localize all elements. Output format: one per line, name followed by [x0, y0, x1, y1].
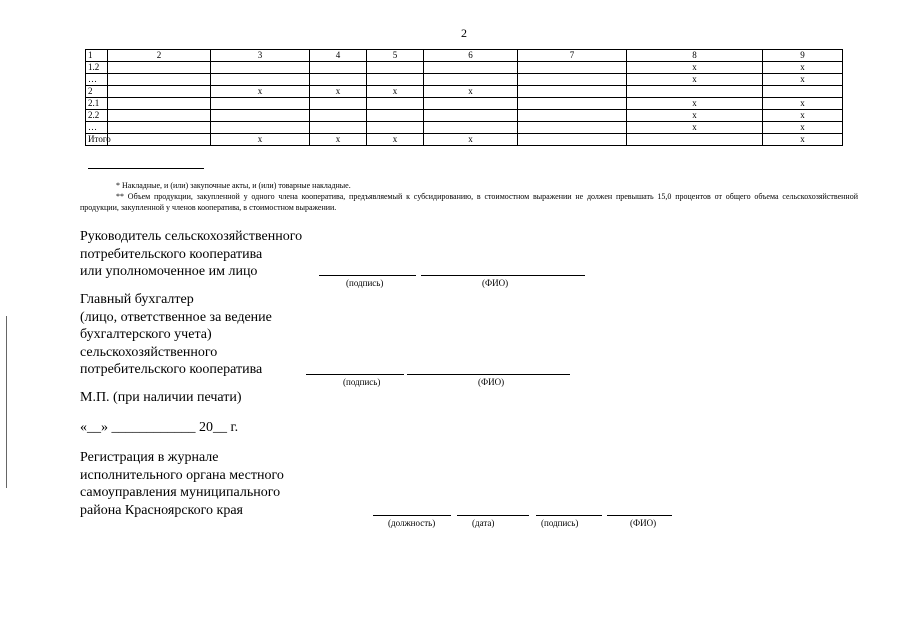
registration-label-line: исполнительного органа местного [80, 467, 284, 483]
table-row [86, 122, 843, 134]
table-cell: x [627, 110, 763, 122]
registration-signature-caption: (подпись) [541, 518, 579, 528]
table-cell: x [211, 86, 310, 98]
table-cell: x [424, 86, 518, 98]
table-cell: x [367, 86, 424, 98]
table-cell: x [763, 98, 843, 110]
accountant-label-line: сельскохозяйственного [80, 344, 218, 360]
table-cell [627, 86, 763, 98]
table-cell [211, 122, 310, 134]
table-cell: 5 [367, 50, 424, 62]
table-cell [424, 74, 518, 86]
head-label-line: потребительского кооператива [80, 246, 263, 262]
page-number: 2 [461, 26, 467, 40]
table-row [86, 110, 843, 122]
registration-label-line: Регистрация в журнале [80, 450, 219, 465]
registration-label-line: района Красноярского края [80, 502, 243, 518]
table-cell [424, 122, 518, 134]
table-cell: 9 [763, 50, 843, 62]
table-cell [211, 74, 310, 86]
table-row [86, 74, 843, 86]
table-cell [367, 98, 424, 110]
table-cell [518, 62, 627, 74]
table-row [86, 134, 843, 146]
registration-position-caption: (должность) [388, 518, 436, 528]
table-cell: x [763, 62, 843, 74]
footnote-2: ** Объем продукции, закупленной у одного члена кооператива, предъявляемый к субсидированию, в стоимостном выражении не должен превышать 15,0 процентов от общего объема сельскохозяйственной продукции, закупленной у членов кооператива, в стоимостном выражении. [80, 192, 858, 212]
table-cell [310, 62, 367, 74]
head-label-line: Руководитель сельскохозяйственного [80, 229, 303, 244]
table-cell [518, 122, 627, 134]
data-table [85, 49, 843, 146]
table-cell: 6 [424, 50, 518, 62]
table-cell [310, 74, 367, 86]
table-cell: x [627, 98, 763, 110]
accountant-label-line: Главный бухгалтер [80, 292, 194, 307]
table-cell [108, 86, 211, 98]
table-cell: 8 [627, 50, 763, 62]
table-cell: x [763, 134, 843, 146]
table-cell: x [627, 74, 763, 86]
table-cell: x [763, 74, 843, 86]
table-cell: … [86, 74, 108, 86]
registration-position-line [373, 515, 451, 516]
registration-signature-line [536, 515, 602, 516]
accountant-name-line [407, 374, 570, 375]
footnote-1: * Накладные, и (или) закупочные акты, и (или) товарные накладные. [116, 181, 351, 190]
table-cell [310, 110, 367, 122]
table-cell [310, 98, 367, 110]
table-cell: 2 [108, 50, 211, 62]
table-cell [518, 110, 627, 122]
registration-date-caption: (дата) [472, 518, 495, 528]
table-cell [108, 134, 211, 146]
table-cell: x [310, 134, 367, 146]
table-cell [108, 110, 211, 122]
table-header-row [86, 50, 843, 62]
table-row [86, 86, 843, 98]
head-label [80, 228, 302, 281]
registration-name-caption: (ФИО) [630, 518, 657, 528]
table-cell: 2 [86, 86, 108, 98]
table-cell: x [367, 134, 424, 146]
stamp-note: М.П. (при наличии печати) [80, 390, 242, 405]
table-cell: 4 [310, 50, 367, 62]
table-cell [211, 110, 310, 122]
accountant-signature-line [306, 374, 404, 375]
table-cell [108, 74, 211, 86]
table-cell: x [211, 134, 310, 146]
registration-label-line: самоуправления муниципального [80, 485, 281, 500]
table-cell [424, 98, 518, 110]
table-cell [518, 98, 627, 110]
table-cell [310, 122, 367, 134]
table-cell [367, 122, 424, 134]
table-cell: 2.1 [86, 98, 108, 110]
accountant-name-caption: (ФИО) [478, 377, 505, 387]
registration-date-line [457, 515, 529, 516]
accountant-label-line: бухгалтерского учета) [80, 327, 212, 342]
footnote-rule [88, 168, 204, 169]
table-cell [518, 74, 627, 86]
registration-name-line [607, 515, 672, 516]
margin-line [6, 316, 7, 488]
table-cell [763, 86, 843, 98]
table-cell [108, 98, 211, 110]
accountant-label [80, 291, 272, 379]
accountant-signature-caption: (подпись) [343, 377, 381, 387]
table-cell [627, 134, 763, 146]
date-line: «__» ____________ 20__ г. [80, 420, 239, 435]
table-cell: 7 [518, 50, 627, 62]
table-cell: 3 [211, 50, 310, 62]
table-cell: x [763, 122, 843, 134]
head-name-line [421, 275, 585, 276]
table-cell [211, 98, 310, 110]
table-cell: 1 [86, 50, 108, 62]
table-cell [367, 62, 424, 74]
table-cell: x [763, 110, 843, 122]
table-cell [367, 74, 424, 86]
table-cell: x [627, 62, 763, 74]
accountant-label-line: (лицо, ответственное за ведение [80, 309, 272, 325]
table-cell [518, 134, 627, 146]
head-label-line: или уполномоченное им лицо [80, 264, 258, 279]
table-cell [211, 62, 310, 74]
table-cell: x [424, 134, 518, 146]
table-row [86, 62, 843, 74]
table-cell [367, 110, 424, 122]
table-cell [518, 86, 627, 98]
table-cell [424, 62, 518, 74]
accountant-label-line: потребительского кооператива [80, 362, 263, 377]
table-cell: x [627, 122, 763, 134]
table-cell: x [310, 86, 367, 98]
table-cell [108, 122, 211, 134]
table-cell [424, 110, 518, 122]
table-row [86, 98, 843, 110]
head-signature-caption: (подпись) [346, 278, 384, 288]
registration-label [80, 449, 284, 519]
table-cell: 2.2 [86, 110, 108, 122]
table-cell: Итого [86, 134, 108, 146]
head-signature-line [319, 275, 416, 276]
head-name-caption: (ФИО) [482, 278, 509, 288]
table-cell: … [86, 122, 108, 134]
table-cell: 1.2 [86, 62, 108, 74]
table-cell [108, 62, 211, 74]
